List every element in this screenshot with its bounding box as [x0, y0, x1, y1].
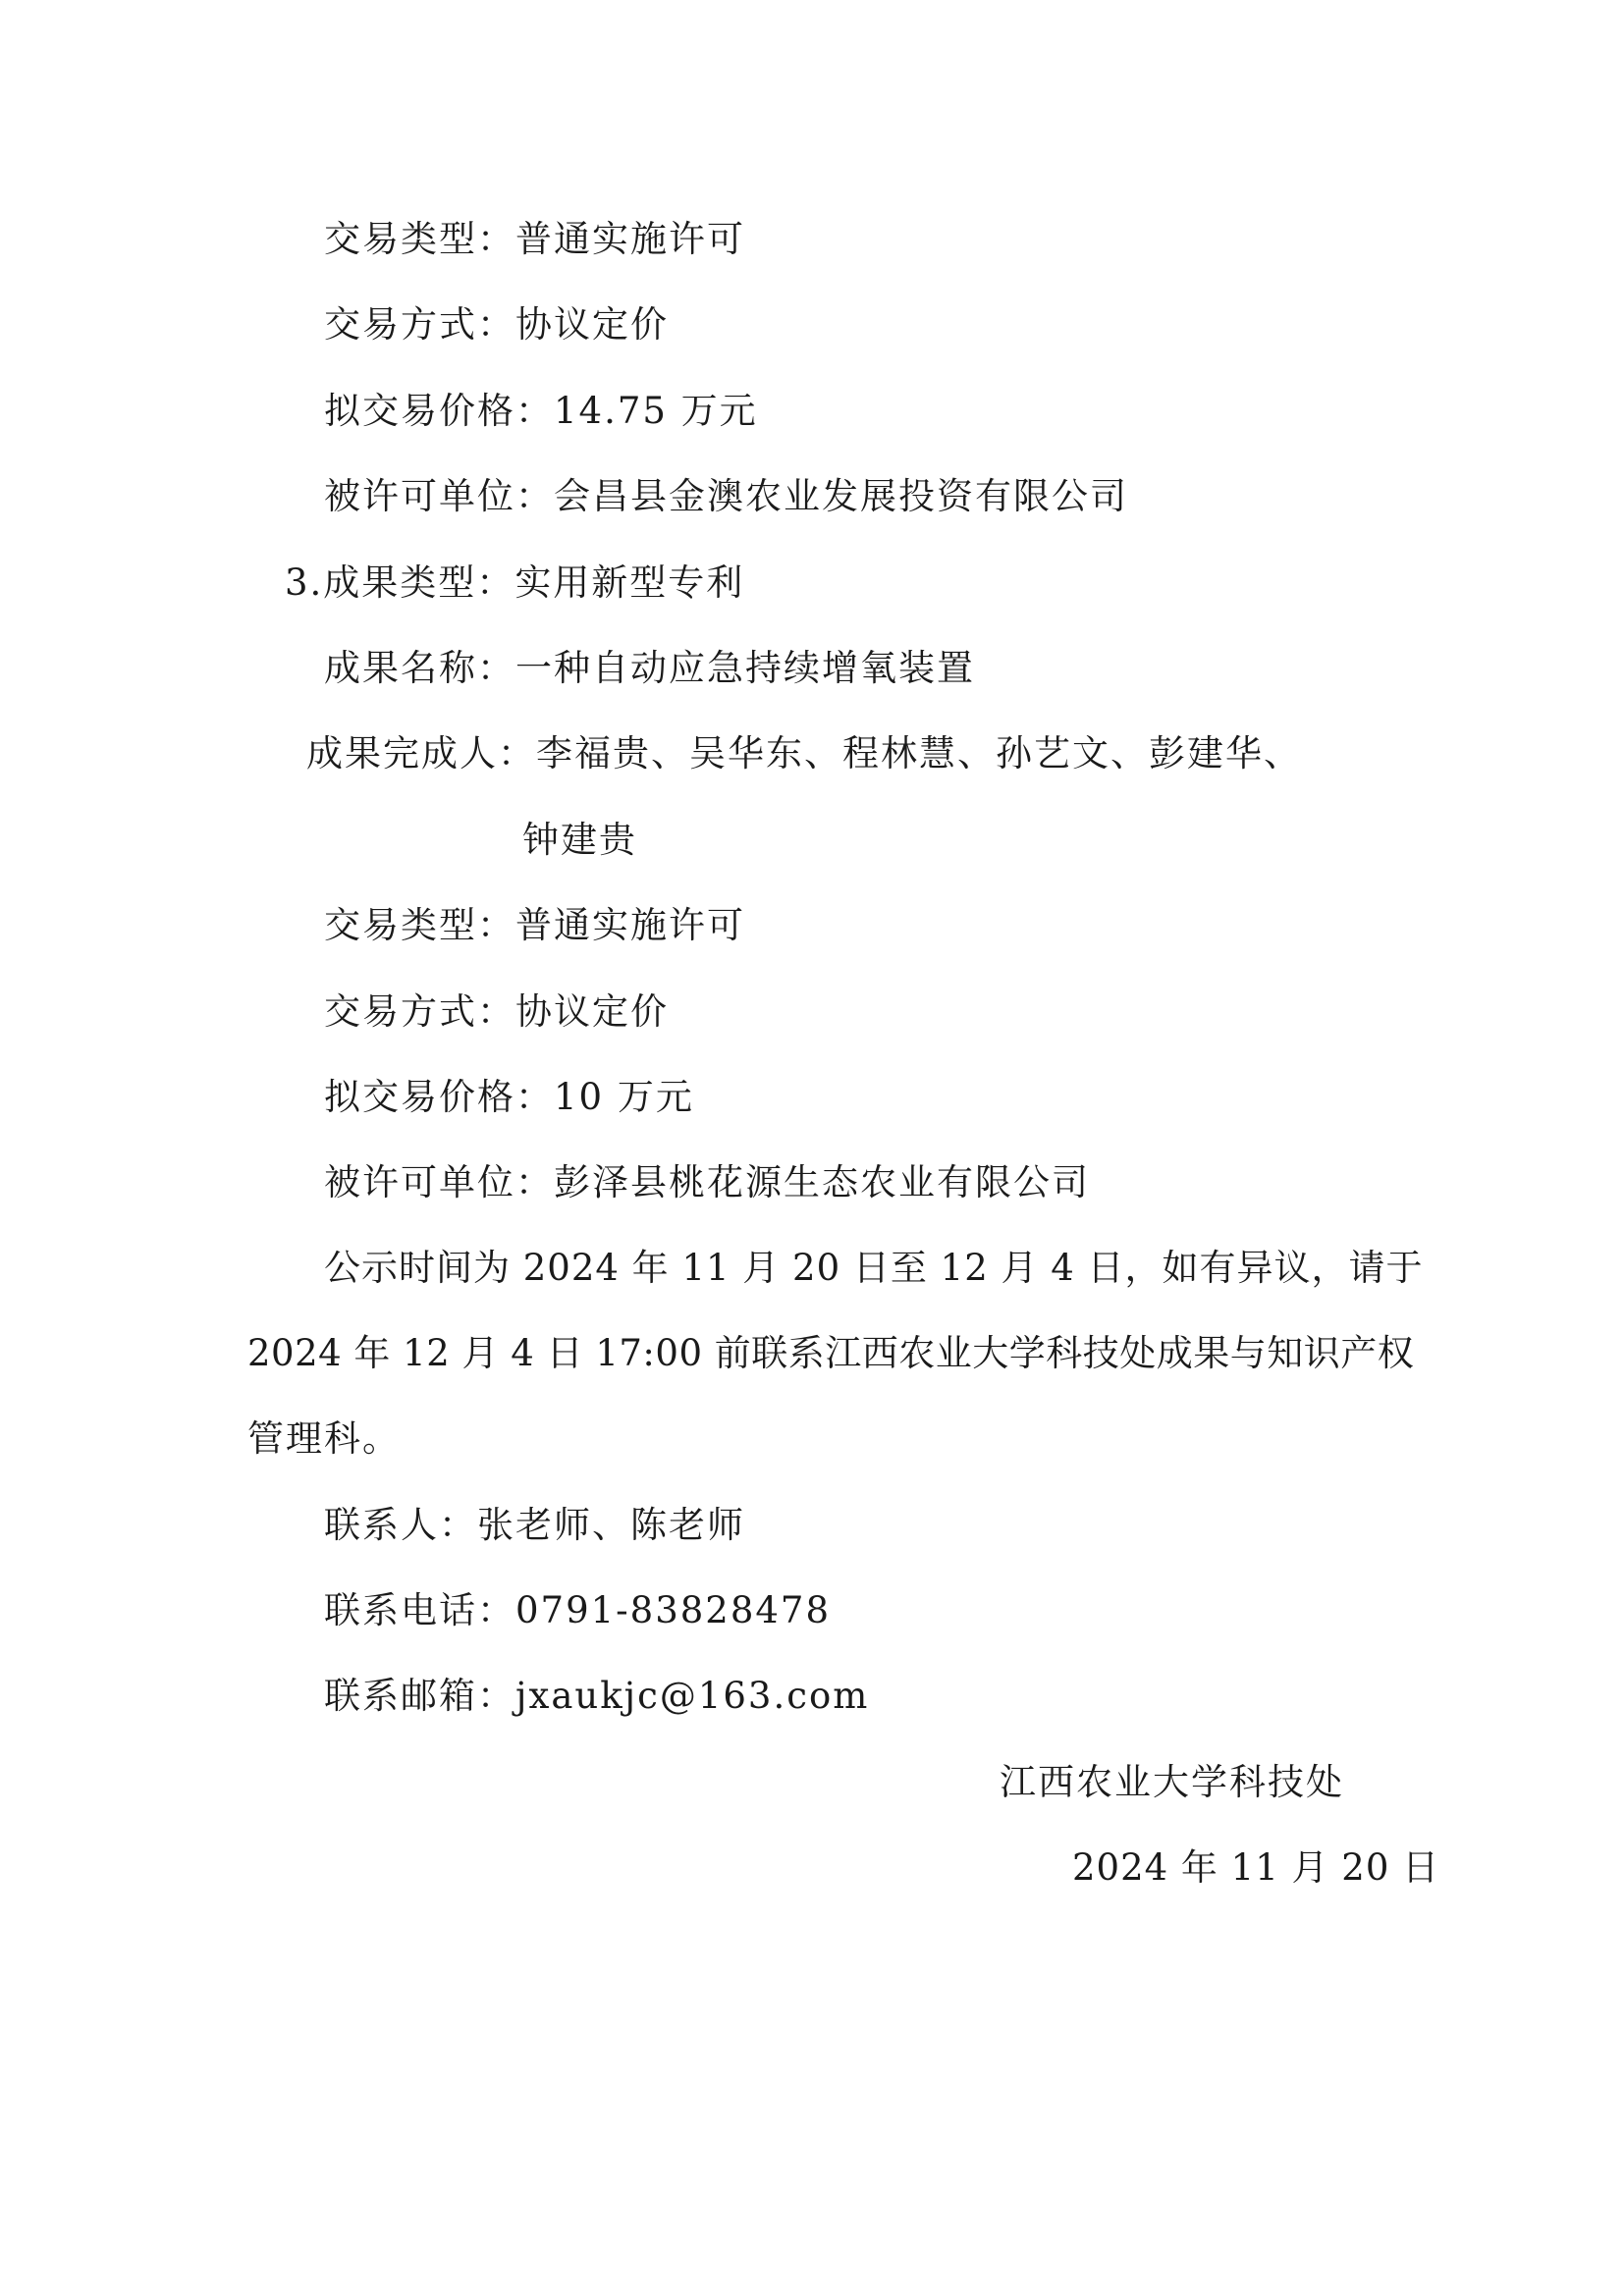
item3-price-row: [324, 1076, 694, 1119]
item2-type-value: 普通实施许可: [515, 218, 745, 260]
item3-type-value: 普通实施许可: [515, 904, 745, 946]
item2-method-row: [324, 303, 669, 347]
item3-licensee-row: [324, 1161, 1090, 1204]
item3-method-label: 交易方式：: [324, 990, 515, 1033]
item3-completers-value-line1: 李福贵、吴华东、程林慧、孙艺文、彭建华、: [536, 732, 1302, 774]
item3-price-label: 拟交易价格：: [324, 1076, 554, 1118]
contact-phone-row: [324, 1589, 831, 1632]
item3-heading-label: 3.成果类型：: [285, 561, 515, 604]
item2-price-value: 14.75 万元: [554, 390, 758, 432]
item3-licensee-label: 被许可单位：: [324, 1161, 554, 1203]
item2-licensee-value: 会昌县金澳农业发展投资有限公司: [554, 475, 1128, 517]
contact-email-value: jxaukjc@163.com: [515, 1675, 870, 1717]
contact-email-row: [324, 1675, 869, 1718]
item2-licensee-row: [324, 475, 1128, 518]
item2-method-value: 协议定价: [515, 303, 669, 346]
item2-licensee-label: 被许可单位：: [324, 475, 554, 517]
item3-completers-row: [306, 732, 1302, 775]
item3-completers-continuation: [522, 819, 637, 862]
item3-name-value: 一种自动应急持续增氧装置: [515, 647, 975, 689]
notice-line-1: 公示时间为 2024 年 11 月 20 日至 12 月 4 日，如有异议，请于: [324, 1247, 1424, 1289]
item3-method-value: 协议定价: [515, 990, 669, 1033]
item3-name-label: 成果名称：: [324, 647, 515, 689]
item2-type-label: 交易类型：: [324, 218, 515, 260]
item2-price-row: [324, 390, 758, 433]
signature-date: 2024 年 11 月 20 日: [1072, 1846, 1440, 1889]
notice-line-2: 2024 年 12 月 4 日 17:00 前联系江西农业大学科技处成果与知识产权: [247, 1332, 1415, 1374]
contact-person-label: 联系人：: [324, 1504, 477, 1546]
contact-person-value: 张老师、陈老师: [477, 1504, 745, 1546]
contact-phone-label: 联系电话：: [324, 1589, 515, 1631]
item2-type-row: [324, 218, 745, 261]
item2-price-label: 拟交易价格：: [324, 390, 554, 432]
item3-licensee-value: 彭泽县桃花源生态农业有限公司: [554, 1161, 1090, 1203]
contact-phone-value: 0791-83828478: [515, 1589, 831, 1631]
item3-completers-label: 成果完成人：: [306, 732, 536, 774]
contact-email-label: 联系邮箱：: [324, 1675, 515, 1717]
item3-type-label: 交易类型：: [324, 904, 515, 946]
contact-person-row: [324, 1504, 745, 1547]
item3-type-row: [324, 904, 745, 947]
item3-completers-value-line2: 钟建贵: [522, 819, 637, 861]
item3-heading-value: 实用新型专利: [514, 561, 745, 604]
item3-name-row: [324, 647, 975, 690]
item2-method-label: 交易方式：: [324, 303, 515, 346]
signature-org: 江西农业大学科技处: [1000, 1761, 1344, 1803]
notice-line-3: 管理科。: [247, 1417, 401, 1460]
item3-heading-row: [285, 561, 744, 605]
item3-price-value: 10 万元: [554, 1076, 694, 1118]
item3-method-row: [324, 990, 669, 1034]
